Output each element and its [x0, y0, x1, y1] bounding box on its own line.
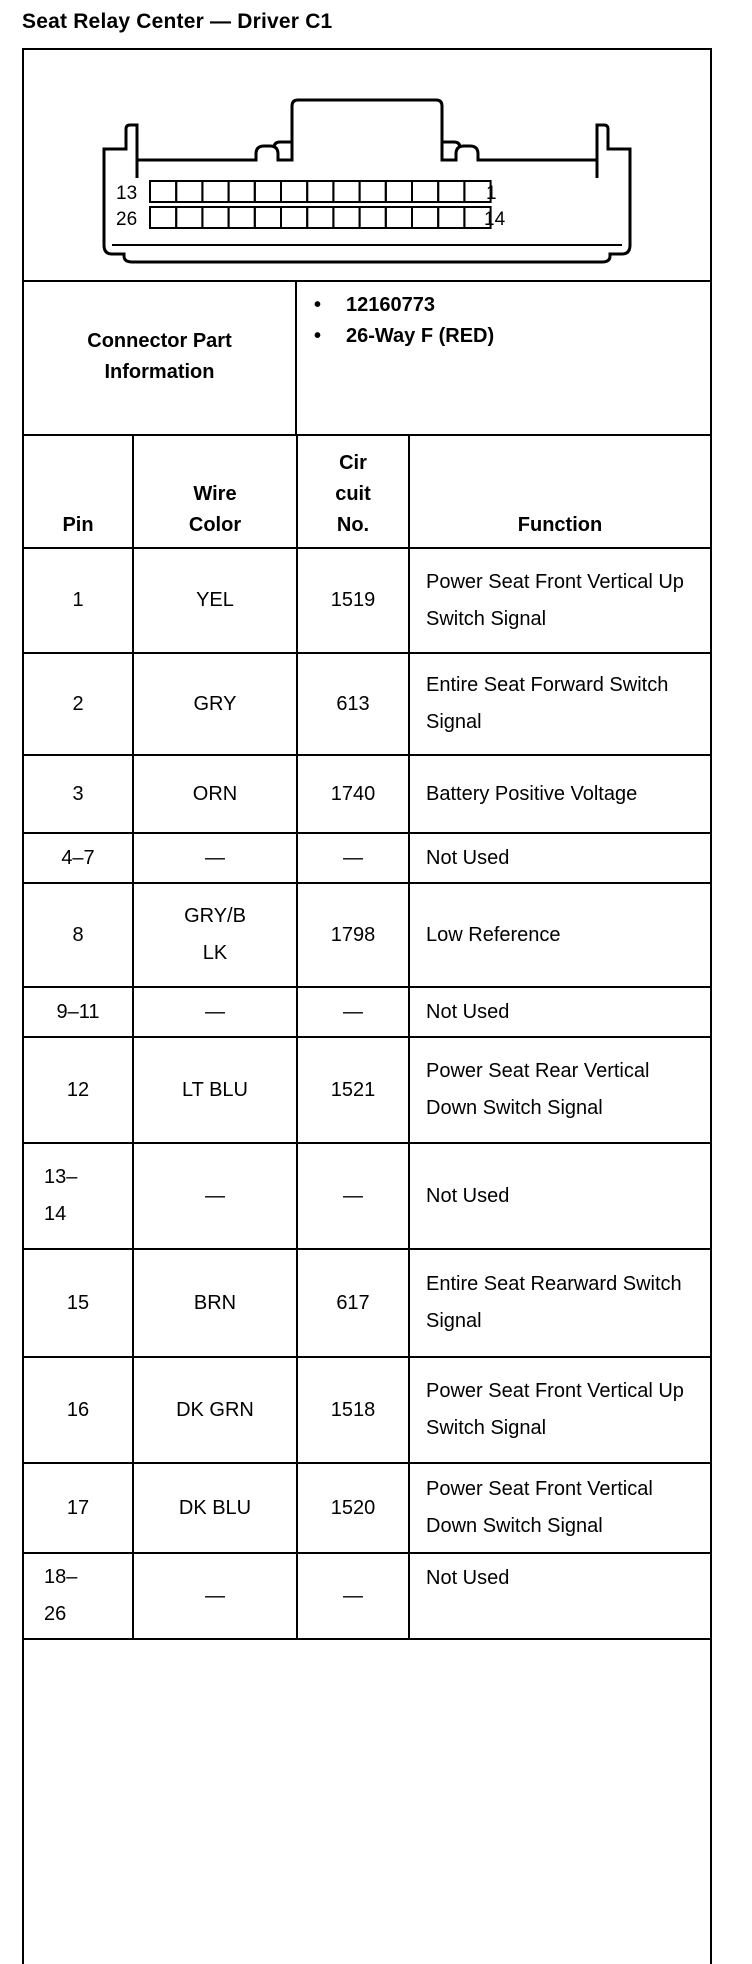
pin-cell: 9–11 — [24, 987, 133, 1037]
function-cell: Power Seat Front Vertical Up Switch Signal — [409, 1357, 710, 1463]
connector-part-number: • 12160773 — [314, 290, 494, 321]
circuit-cell: 613 — [297, 653, 409, 755]
function-cell: Low Reference — [409, 883, 710, 987]
pin-cavity — [281, 181, 307, 202]
pin-cell: 18– 26 — [24, 1553, 133, 1639]
table-row — [24, 883, 710, 987]
connector-face-drawing — [24, 50, 710, 282]
wire-color-cell: ORN — [133, 755, 297, 833]
connector-part-info-label: Connector Part Information — [24, 280, 297, 434]
circuit-cell: 1519 — [297, 548, 409, 653]
pin-cavity — [333, 181, 359, 202]
pin-cavity — [202, 207, 228, 228]
pin-cavity — [438, 207, 464, 228]
connector-part-info-list — [314, 290, 494, 352]
function-cell: Power Seat Front Vertical Down Switch Signal — [409, 1463, 710, 1553]
pin-cavity — [229, 181, 255, 202]
page-title: Seat Relay Center — Driver C1 — [22, 10, 333, 33]
table-row — [24, 1553, 710, 1639]
wire-color-cell: LT BLU — [133, 1037, 297, 1143]
circuit-cell: 1798 — [297, 883, 409, 987]
wire-color-cell: — — [133, 833, 297, 883]
header-function: Function — [409, 436, 710, 548]
table-row — [24, 1463, 710, 1553]
pin-cavity — [307, 181, 333, 202]
pin-cavity — [386, 181, 412, 202]
pin-cavity — [438, 181, 464, 202]
wire-color-cell: GRY/B LK — [133, 883, 297, 987]
pin-number-26: 26 — [116, 209, 138, 230]
pin-cell: 12 — [24, 1037, 133, 1143]
table-row — [24, 1037, 710, 1143]
header-circuit-no: Cir cuit No. — [297, 436, 409, 548]
pin-cavity — [412, 181, 438, 202]
pin-cavity — [360, 181, 386, 202]
pin-number-14: 14 — [484, 209, 506, 230]
pin-number-1: 1 — [486, 183, 497, 204]
pin-cell: 15 — [24, 1249, 133, 1357]
function-cell: Not Used — [409, 833, 710, 883]
table-row — [24, 548, 710, 653]
wire-color-cell: BRN — [133, 1249, 297, 1357]
pin-cavity — [307, 207, 333, 228]
wire-color-cell: DK BLU — [133, 1463, 297, 1553]
pin-cell: 4–7 — [24, 833, 133, 883]
function-cell: Not Used — [409, 987, 710, 1037]
pinout-table-header — [24, 436, 710, 548]
pin-cavity — [333, 207, 359, 228]
pin-cavity — [412, 207, 438, 228]
pin-cell: 17 — [24, 1463, 133, 1553]
function-cell: Not Used — [409, 1553, 710, 1639]
pin-cell: 8 — [24, 883, 133, 987]
pin-cell: 1 — [24, 548, 133, 653]
wire-color-cell: YEL — [133, 548, 297, 653]
pin-cell: 3 — [24, 755, 133, 833]
table-row — [24, 833, 710, 883]
pin-cavity — [150, 181, 176, 202]
circuit-cell: 1521 — [297, 1037, 409, 1143]
function-cell: Power Seat Front Vertical Up Switch Signal — [409, 548, 710, 653]
pin-cavity — [255, 181, 281, 202]
table-row — [24, 987, 710, 1037]
circuit-cell: 1740 — [297, 755, 409, 833]
circuit-cell: 1518 — [297, 1357, 409, 1463]
circuit-cell: — — [297, 987, 409, 1037]
pin-cavity — [229, 207, 255, 228]
pin-cavity-grid — [150, 181, 491, 228]
pinout-table — [24, 436, 710, 1640]
function-cell: Battery Positive Voltage — [409, 755, 710, 833]
pin-cell: 13– 14 — [24, 1143, 133, 1249]
pin-cell: 16 — [24, 1357, 133, 1463]
function-cell: Not Used — [409, 1143, 710, 1249]
wire-color-cell: DK GRN — [133, 1357, 297, 1463]
pin-cavity — [202, 181, 228, 202]
header-wire-color: Wire Color — [133, 436, 297, 548]
connector-part-info-row — [24, 280, 710, 436]
circuit-cell: — — [297, 833, 409, 883]
table-row — [24, 1143, 710, 1249]
circuit-cell: 617 — [297, 1249, 409, 1357]
function-cell: Entire Seat Forward Switch Signal — [409, 653, 710, 755]
table-row — [24, 755, 710, 833]
connector-description: • 26-Way F (RED) — [314, 321, 494, 352]
pin-cavity — [255, 207, 281, 228]
connector-sheet — [22, 48, 712, 1964]
table-row — [24, 1249, 710, 1357]
pin-cavity — [150, 207, 176, 228]
wire-color-cell: GRY — [133, 653, 297, 755]
wire-color-cell: — — [133, 1553, 297, 1639]
pin-cavity — [386, 207, 412, 228]
circuit-cell: — — [297, 1143, 409, 1249]
pin-cavity — [360, 207, 386, 228]
pin-cavity — [281, 207, 307, 228]
wire-color-cell: — — [133, 1143, 297, 1249]
pin-cavity — [176, 207, 202, 228]
wire-color-cell: — — [133, 987, 297, 1037]
pin-cell: 2 — [24, 653, 133, 755]
circuit-cell: 1520 — [297, 1463, 409, 1553]
circuit-cell: — — [297, 1553, 409, 1639]
pin-cavity — [176, 181, 202, 202]
table-row — [24, 1357, 710, 1463]
function-cell: Entire Seat Rearward Switch Signal — [409, 1249, 710, 1357]
function-cell: Power Seat Rear Vertical Down Switch Signal — [409, 1037, 710, 1143]
pin-number-13: 13 — [116, 183, 138, 204]
table-row — [24, 653, 710, 755]
header-pin: Pin — [24, 436, 133, 548]
connector-diagram-panel — [24, 48, 710, 282]
